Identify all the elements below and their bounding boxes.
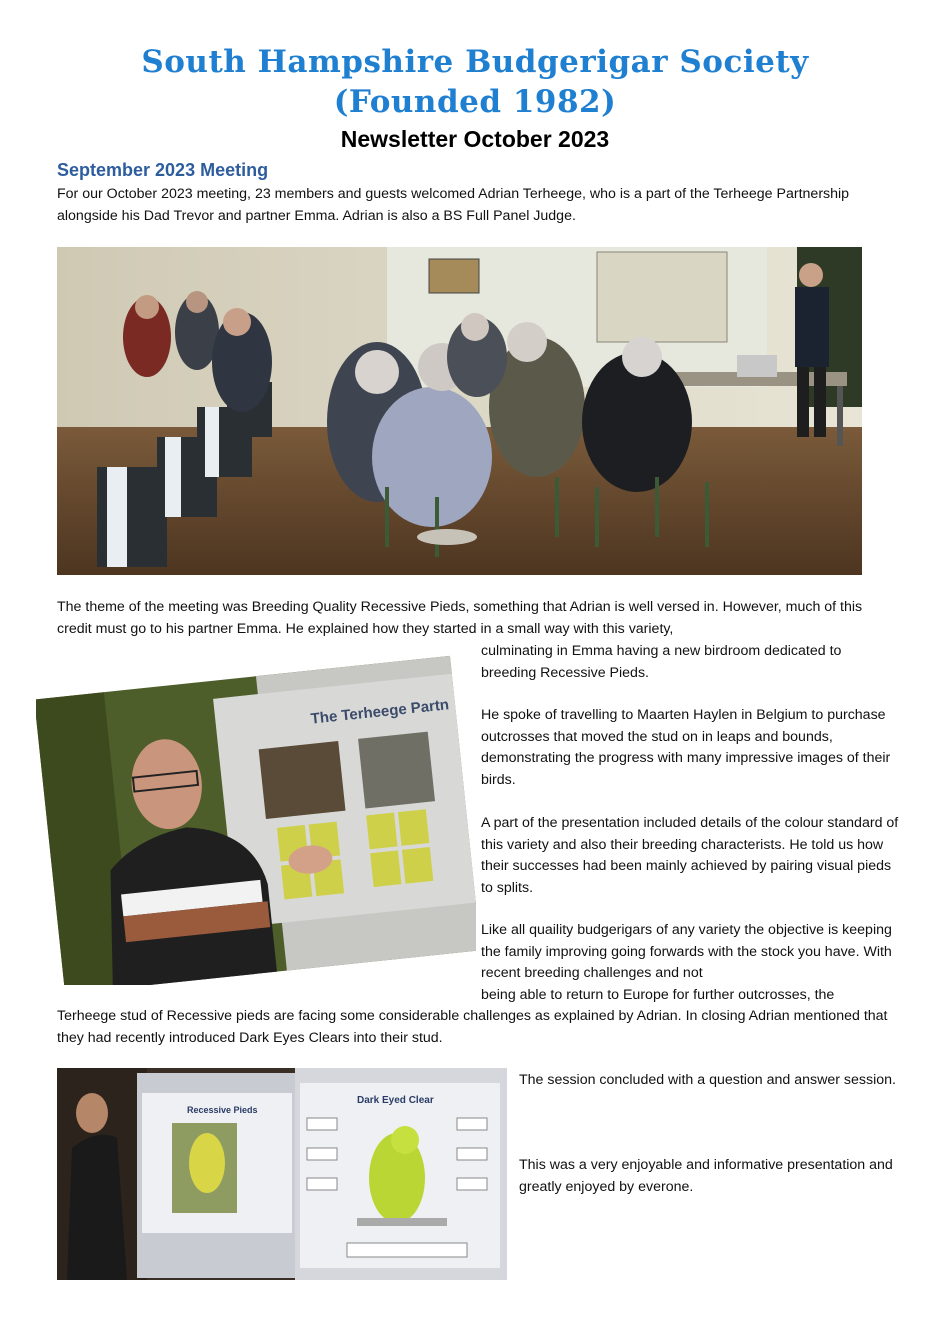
quality-paragraph: Like all quaility budgerigars of any variety the objective is keeping the family improving going forwards with the stock you have. With recent breeding challenges and not bbox=[481, 922, 892, 981]
society-title: South Hampshire Budgerigar Society bbox=[141, 44, 809, 80]
session-paragraph: The session concluded with a question and answer session. bbox=[519, 1072, 896, 1088]
travel-paragraph: He spoke of travelling to Maarten Haylen in Belgium to purchase outcrosses that moved the stud on in leaps and bounds, demonstrating the progress with many impressive images of their birds. bbox=[481, 707, 891, 788]
slides-photo bbox=[57, 1068, 507, 1280]
quality-continuation: being able to return to Europe for further outcrosses, the bbox=[481, 987, 835, 1003]
newsletter-subtitle: Newsletter October 2023 bbox=[340, 126, 610, 152]
presentation-paragraph: A part of the presentation included details of the colour standard of this variety and also their breeding characterists. He told us how their successes had been mainly achieved by pairing visual pieds to splits. bbox=[481, 815, 899, 896]
theme-continuation: culminating in Emma having a new birdroom dedicated to breeding Recessive Pieds. bbox=[481, 643, 842, 681]
meeting-audience-photo bbox=[57, 247, 862, 575]
recessive-pieds-slide-title: Recessive Pieds bbox=[187, 1105, 258, 1115]
theme-paragraph: The theme of the meeting was Breeding Quality Recessive Pieds, something that Adrian is well versed in. However, much of this credit must go to his partner Emma. He explained how they started in a small way with this variety, bbox=[57, 599, 863, 637]
presenter-photo bbox=[36, 655, 476, 985]
closing-paragraph: This was a very enjoyable and informative presentation and greatly enjoyed by everone. bbox=[519, 1157, 893, 1195]
founded-line: (Founded 1982) bbox=[333, 84, 617, 120]
quality-closing: Terheege stud of Recessive pieds are facing some considerable challenges as explained by Adrian. In closing Adrian mentioned that they had recently introduced Dark Eyes Clears into their stud. bbox=[57, 1008, 888, 1046]
dark-eyed-clear-slide-title: Dark Eyed Clear bbox=[357, 1095, 434, 1106]
intro-paragraph: For our October 2023 meeting, 23 members and guests welcomed Adrian Terheege, who is a part of the Terheege Partnership alongside his Dad Trevor and partner Emma. Adrian is also a BS Full Panel Judge. bbox=[57, 186, 850, 224]
section-heading: September 2023 Meeting bbox=[57, 160, 269, 180]
terheege-slide-title: The Terheege Partn bbox=[309, 696, 450, 728]
